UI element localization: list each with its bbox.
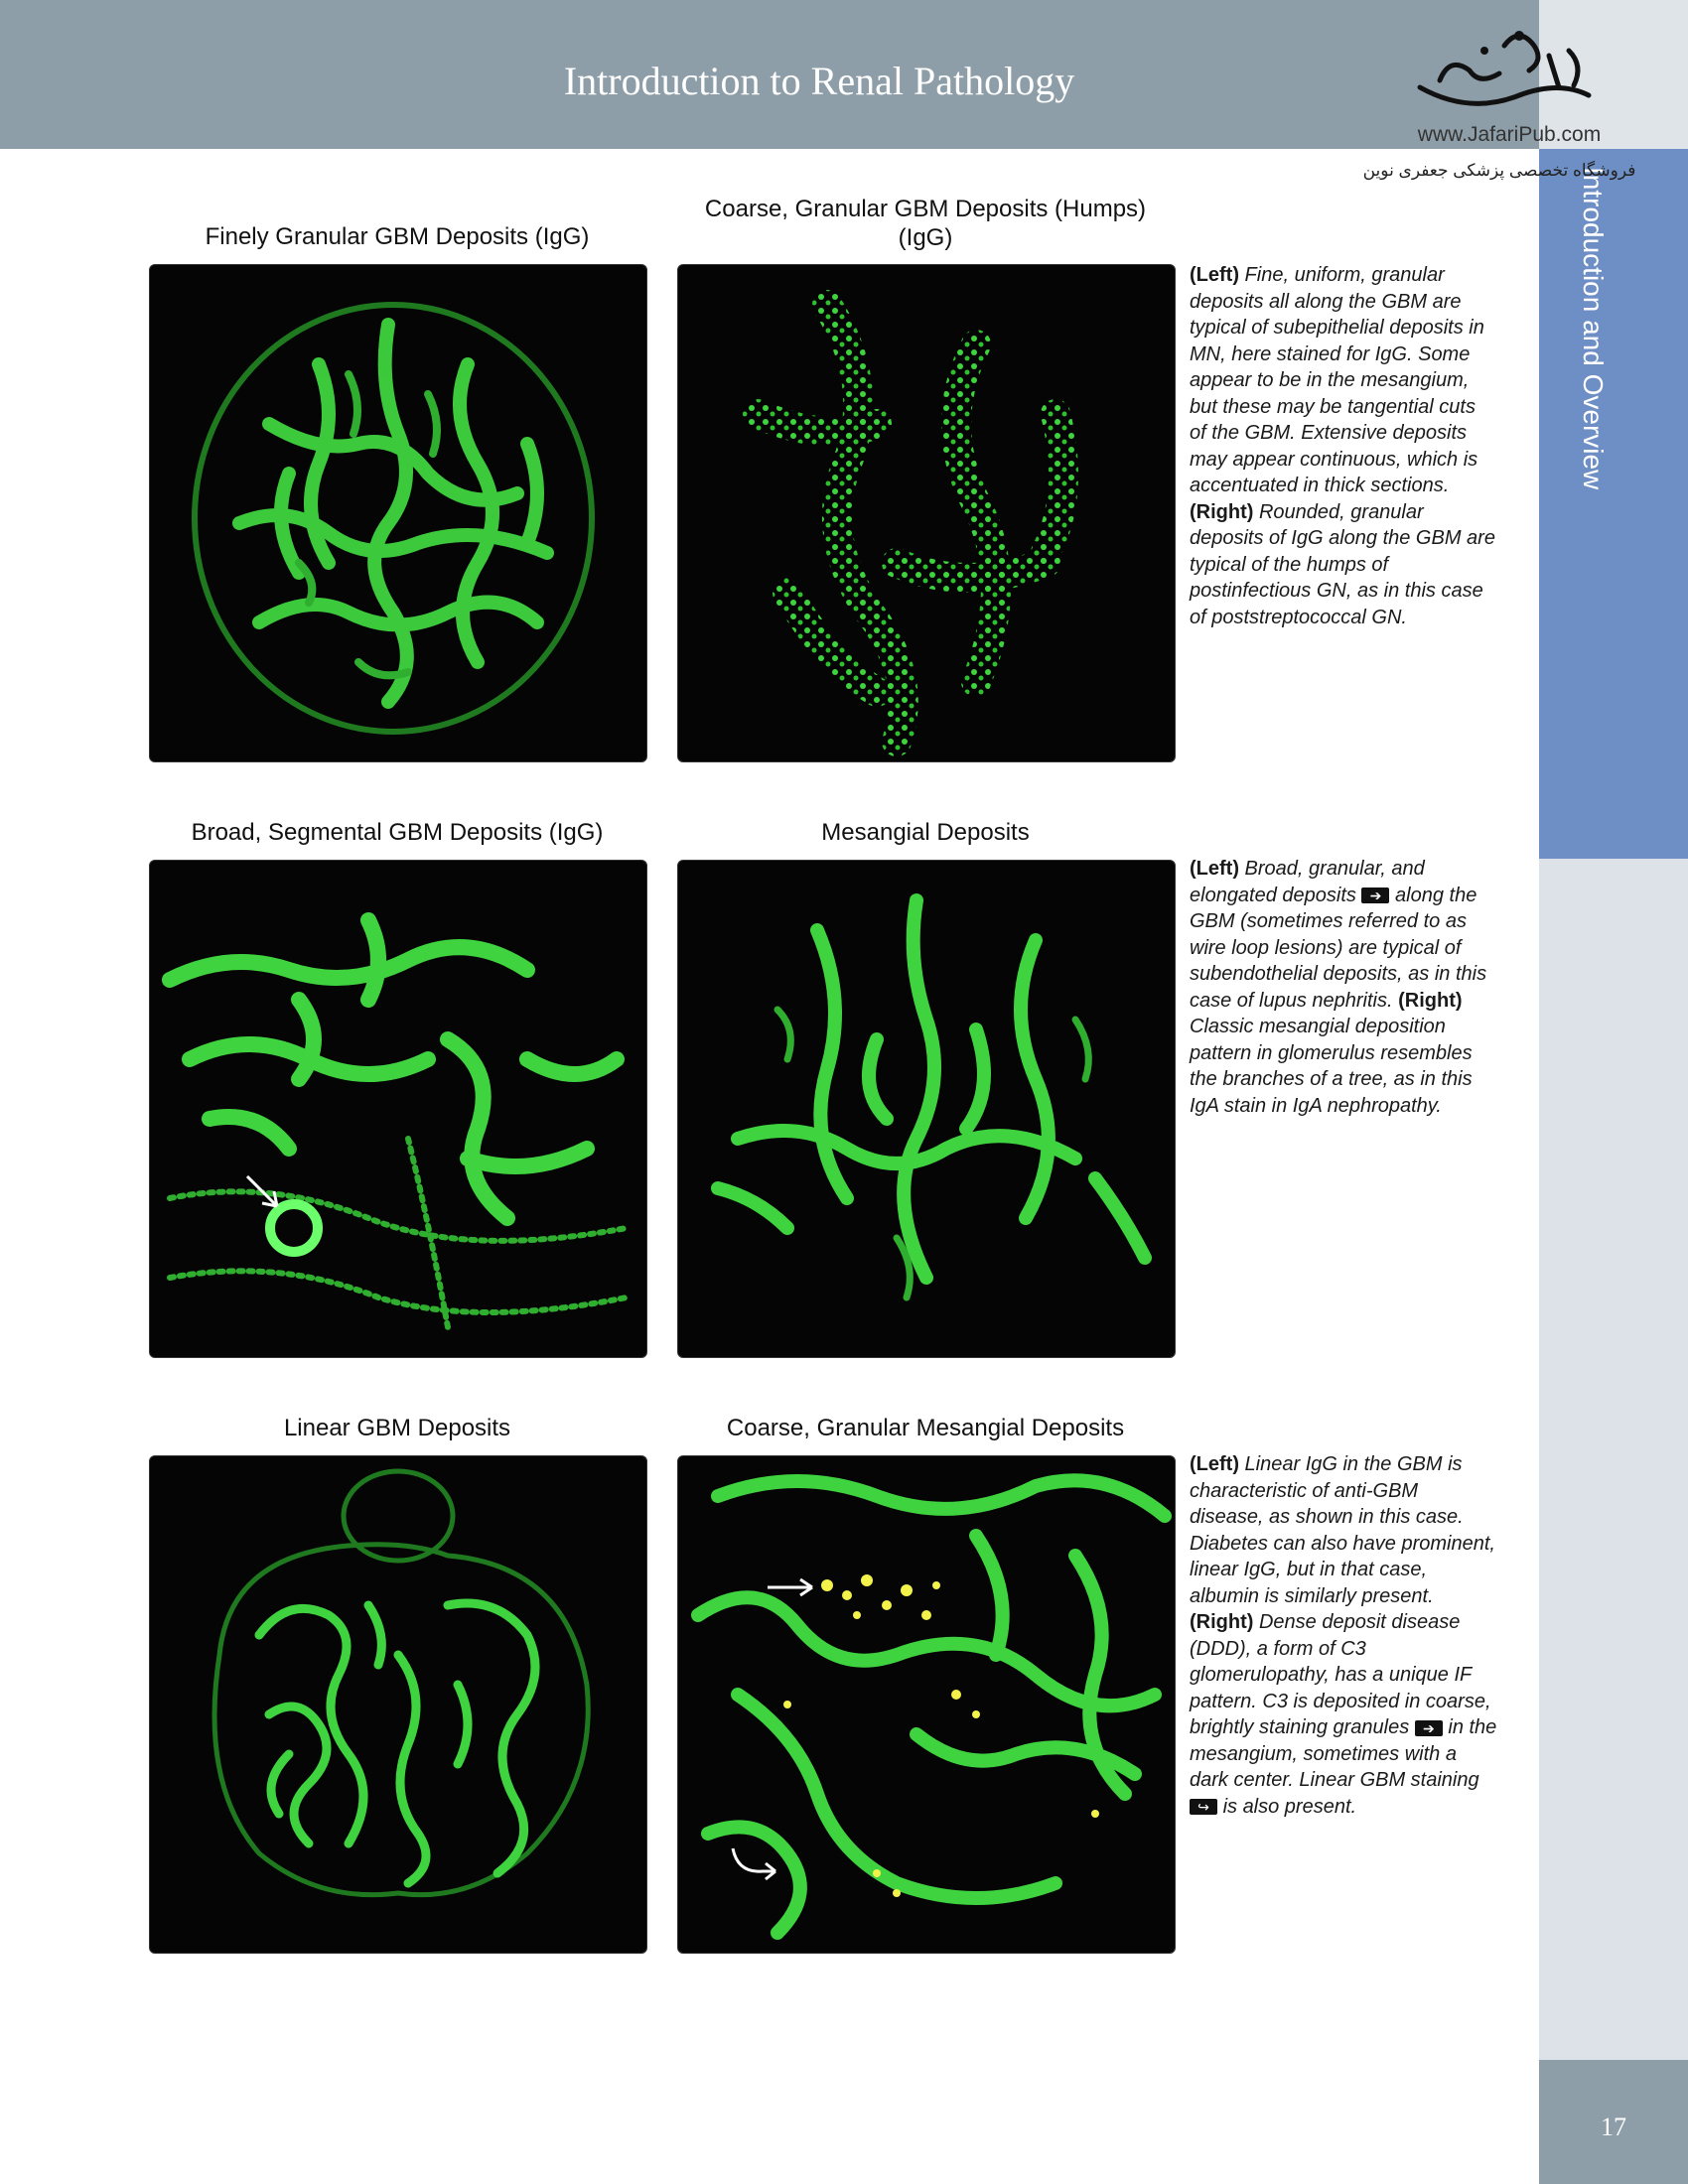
caption-left-text-a: Broad, granular, and elongated deposits: [1190, 858, 1425, 906]
caption-left-text-b: along the GBM (sometimes referred to as wire loop lesions) are typical of subendothelial deposits, as in this case of lupus nephritis.: [1190, 884, 1487, 1012]
straight-arrow-icon: ➔: [1415, 1720, 1443, 1736]
panel-title-coarse-granular-gbm: [677, 195, 1174, 252]
micrograph-coarse-granular-mesangial: [677, 1455, 1176, 1954]
logo-persian-text: فروشگاه تخصصی پزشکی جعفری نوین: [1362, 161, 1636, 180]
caption-left-label: (Left): [1190, 1453, 1239, 1475]
caption-right-text-c: is also present.: [1222, 1795, 1357, 1818]
section-label: Introduction and Overview: [1578, 167, 1609, 490]
micrograph-coarse-granular-gbm: [677, 264, 1176, 762]
micrograph-mesangial: [677, 860, 1176, 1358]
caption-right-text: Rounded, granular deposits of IgG along the GBM are typical of the humps of postinfectious GN, as in this case of poststreptococcal GN.: [1190, 500, 1495, 628]
caption-right-text: Classic mesangial deposition pattern in glomerulus resembles the branches of a tree, as in this IgA stain in IgA nephropathy.: [1190, 1016, 1473, 1117]
straight-arrow-icon: ➔: [1361, 887, 1389, 903]
caption-right-text-a: Dense deposit disease (DDD), a form of C3 glomerulopathy, has a unique IF pattern. C3 is deposited in coarse, brightly staining granules: [1190, 1611, 1491, 1738]
calligraphy-logo-icon: [1410, 26, 1609, 125]
curved-arrow-indicator-icon: [733, 1848, 775, 1879]
sidebar-light-block: [1539, 859, 1688, 2060]
logo-url: www.JafariPub.com: [1417, 123, 1602, 146]
curved-arrow-icon: ↪: [1190, 1799, 1217, 1815]
micrograph-broad-segmental: [149, 860, 647, 1358]
page-number: 17: [1601, 2113, 1626, 2141]
caption-left-text: Linear IgG in the GBM is characteristic of anti-GBM disease, as shown in this case. Diabetes can also have prominent, linear IgG, but in that case, albumin is similarly present.: [1190, 1453, 1495, 1607]
panel-title-line1: Coarse, Granular GBM Deposits (Humps): [704, 196, 1147, 222]
caption-left-label: (Left): [1190, 858, 1239, 880]
caption-right-label: (Right): [1190, 500, 1254, 523]
caption-row3: [1190, 1451, 1497, 1820]
caption-row1: [1190, 262, 1497, 630]
micrograph-finely-granular: [149, 264, 647, 762]
caption-left-text: Fine, uniform, granular deposits all along the GBM are typical of subepithelial deposits in MN, here stained for IgG. Some appear to be in the mesangium, but these may be tangential cuts of the GBM. Extensive deposits may appear continuous, which is accentuated in thick sections.: [1190, 264, 1484, 496]
caption-right-label: (Right): [1190, 1611, 1254, 1633]
arrow-indicator-icon: [768, 1579, 812, 1595]
page-title: Introduction to Renal Pathology: [563, 59, 1075, 103]
micrograph-linear-gbm: [149, 1455, 647, 1954]
panel-title-line2: (IgG): [898, 224, 953, 251]
caption-right-text-b: in the mesangium, sometimes with a dark center. Linear GBM staining: [1190, 1716, 1497, 1791]
caption-left-label: (Left): [1190, 264, 1239, 286]
panel-title-broad-segmental: Broad, Segmental GBM Deposits (IgG): [191, 819, 604, 846]
panel-title-mesangial: Mesangial Deposits: [821, 819, 1030, 846]
caption-right-label: (Right): [1398, 989, 1463, 1012]
caption-row2: [1190, 856, 1497, 1119]
panel-title-coarse-granular-mesangial: Coarse, Granular Mesangial Deposits: [726, 1415, 1125, 1441]
publisher-logo: [1410, 26, 1609, 125]
panel-title-linear-gbm: Linear GBM Deposits: [283, 1415, 511, 1441]
panel-title-finely-granular: Finely Granular GBM Deposits (IgG): [205, 223, 590, 250]
